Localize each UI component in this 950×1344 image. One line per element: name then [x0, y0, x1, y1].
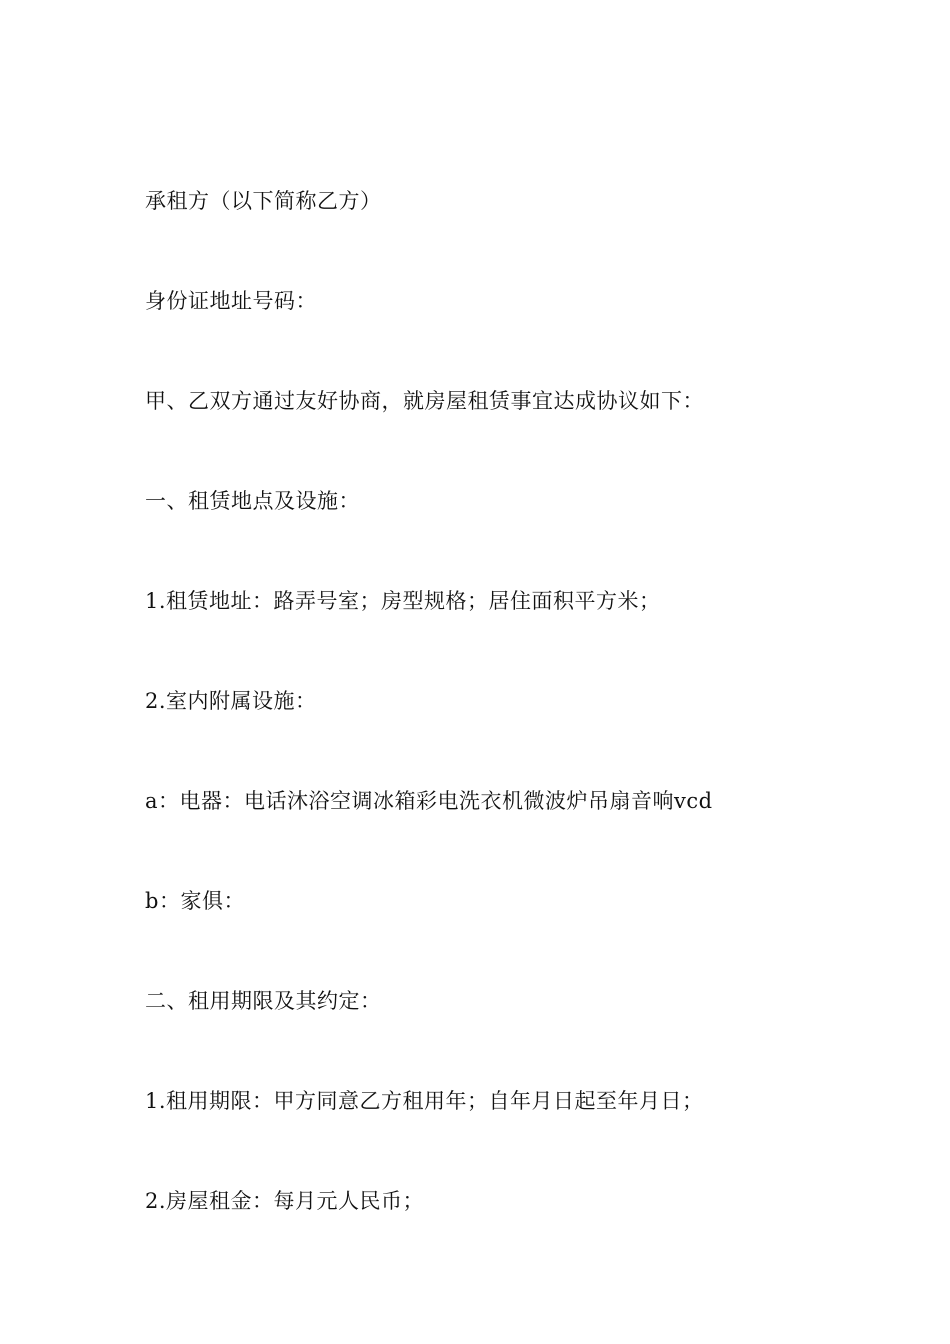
rental-address-line: 1.租赁地址：路弄号室；房型规格；居住面积平方米； [145, 589, 661, 613]
indoor-facilities-line: 2.室内附属设施： [145, 689, 317, 713]
appliances-line: a：电器：电话沐浴空调冰箱彩电洗衣机微波炉吊扇音响vcd [145, 789, 713, 813]
id-address-line: 身份证地址号码： [145, 289, 317, 313]
section-1-heading: 一、租赁地点及设施： [145, 489, 360, 513]
agreement-intro-line: 甲、乙双方通过友好协商，就房屋租赁事宜达成协议如下： [145, 389, 704, 413]
lessee-line: 承租方（以下简称乙方） [145, 189, 382, 213]
section-2-heading: 二、租用期限及其约定： [145, 989, 382, 1013]
lease-term-line: 1.租用期限：甲方同意乙方租用年；自年月日起至年月日； [145, 1089, 704, 1113]
rent-line: 2.房屋租金：每月元人民币； [145, 1189, 425, 1213]
furniture-line: b：家俱： [145, 889, 245, 913]
